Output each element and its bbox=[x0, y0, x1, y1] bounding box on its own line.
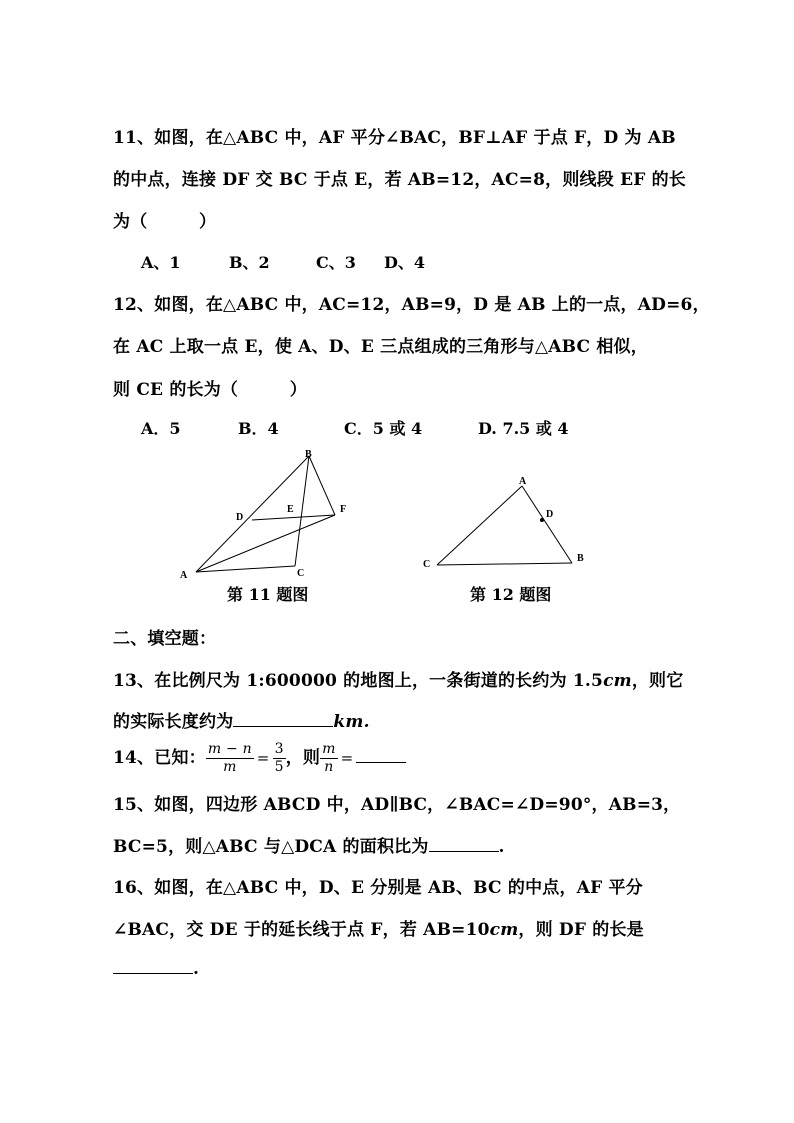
q14-frac2-denominator: 5 bbox=[274, 759, 284, 775]
fig11-label-a: A bbox=[180, 570, 188, 581]
q16-line-2-tail: ，则 DF 的长是 bbox=[518, 920, 644, 940]
q13-line-2 bbox=[113, 707, 370, 732]
q11-option-a: A、1 bbox=[141, 253, 181, 272]
q13-answer-blank[interactable] bbox=[233, 710, 333, 727]
q14-frac3-numerator: m bbox=[322, 741, 336, 757]
q14-answer-blank[interactable] bbox=[356, 740, 406, 763]
q13-line-2-text: 的实际长度约为 bbox=[113, 712, 234, 732]
fig11-label-e: E bbox=[287, 504, 294, 515]
q12-line-2: 在 AC 上取一点 E，使 A、D、E 三点组成的三角形与△ABC 相似， bbox=[113, 337, 648, 357]
q14-frac2-numerator: 3 bbox=[274, 741, 284, 757]
q16-line-3-tail: . bbox=[193, 959, 200, 979]
q12-option-d: D. 7.5 或 4 bbox=[478, 419, 569, 438]
fig11-label-d: D bbox=[236, 512, 244, 523]
q13-line-1-tail: ，则它 bbox=[631, 671, 684, 691]
fig12-point-d bbox=[540, 518, 544, 522]
q16-line-1: 16、如图，在△ABC 中，D、E 分别是 AB、BC 的中点，AF 平分 bbox=[113, 878, 643, 898]
q16-line-2-text: ∠BAC，交 DE 于的延长线于点 F，若 AB=10 bbox=[113, 920, 490, 940]
figure-11 bbox=[175, 445, 365, 585]
q16-line-2 bbox=[113, 915, 644, 940]
figure-12 bbox=[415, 470, 595, 575]
q14-fraction-3-over-5 bbox=[273, 741, 286, 776]
q11-line-2: 的中点，连接 DF 交 BC 于点 E，若 AB=12，AC=8，则线段 EF 的长 bbox=[113, 170, 687, 190]
fig11-segment-df bbox=[252, 515, 335, 520]
q11-option-c: C、3 bbox=[316, 253, 356, 272]
q12-line-1: 12、如图，在△ABC 中，AC=12，AB=9，D 是 AB 上的一点，AD=6， bbox=[113, 295, 710, 315]
q11-line-3: 为（ ） bbox=[113, 212, 217, 232]
q15-line-2-text: BC=5，则△ABC 与△DCA 的面积比为 bbox=[113, 837, 429, 857]
q14-line bbox=[113, 738, 406, 778]
fig11-segment-bc bbox=[295, 456, 309, 566]
q14-fraction-m-minus-n-over-m bbox=[206, 741, 254, 776]
fig12-segment-ab bbox=[522, 486, 572, 563]
q15-line-2 bbox=[113, 832, 505, 857]
q11-line-1: 11、如图，在△ABC 中，AF 平分∠BAC，BF⊥AF 于点 F，D 为 AB bbox=[113, 128, 676, 148]
q14-frac1-numerator: m − n bbox=[207, 741, 252, 757]
q13-unit-cm: cm bbox=[603, 671, 632, 691]
q11-option-b: B、2 bbox=[229, 253, 270, 272]
q14-frac1-denominator: m bbox=[223, 759, 237, 775]
q15-line-2-tail: . bbox=[498, 837, 505, 857]
q12-options bbox=[0, 416, 794, 438]
q12-line-3: 则 CE 的长为（ ） bbox=[113, 380, 307, 400]
fig11-segment-ac bbox=[196, 566, 295, 572]
section-2-title: 二、填空题： bbox=[113, 629, 217, 649]
q11-options bbox=[0, 250, 794, 272]
fig12-label-c: C bbox=[423, 559, 431, 570]
fig12-segment-cb bbox=[437, 563, 572, 565]
q12-option-b: B．4 bbox=[238, 419, 279, 438]
q16-answer-blank[interactable] bbox=[113, 957, 193, 974]
fig12-caption: 第 12 题图 bbox=[470, 585, 552, 604]
q13-line-1-text: 13、在比例尺为 1:600000 的地图上，一条街道的长约为 1.5 bbox=[113, 671, 604, 691]
fig11-segment-af bbox=[196, 515, 335, 572]
q14-equals: = bbox=[256, 749, 270, 767]
q13-line-1 bbox=[113, 666, 683, 691]
q14-prefix: 14、已知： bbox=[113, 748, 206, 768]
fig11-segment-bf bbox=[309, 456, 335, 515]
q14-fraction-m-over-n bbox=[320, 741, 337, 776]
q15-line-1: 15、如图，四边形 ABCD 中，AD∥BC，∠BAC=∠D=90°，AB=3， bbox=[113, 795, 681, 815]
fig11-caption: 第 11 题图 bbox=[227, 585, 309, 604]
q14-equals-2: = bbox=[340, 749, 354, 767]
q12-option-c: C．5 或 4 bbox=[344, 419, 423, 438]
fig12-label-b: B bbox=[577, 553, 584, 564]
fig12-label-d: D bbox=[546, 509, 554, 520]
q16-unit-cm: cm bbox=[489, 920, 519, 940]
fig12-label-a: A bbox=[519, 476, 527, 487]
fig12-segment-ac bbox=[437, 486, 522, 565]
q14-mid: ，则 bbox=[285, 748, 321, 768]
q14-frac3-denominator: n bbox=[324, 759, 334, 775]
fig11-label-f: F bbox=[340, 504, 347, 515]
q13-unit-km: km. bbox=[333, 712, 370, 732]
q12-option-a: A．5 bbox=[141, 419, 181, 438]
fig11-label-c: C bbox=[297, 568, 305, 579]
fig11-label-b: B bbox=[305, 449, 312, 460]
q11-option-d: D、4 bbox=[384, 253, 426, 272]
q16-line-3 bbox=[113, 957, 199, 979]
q15-answer-blank[interactable] bbox=[429, 835, 499, 852]
